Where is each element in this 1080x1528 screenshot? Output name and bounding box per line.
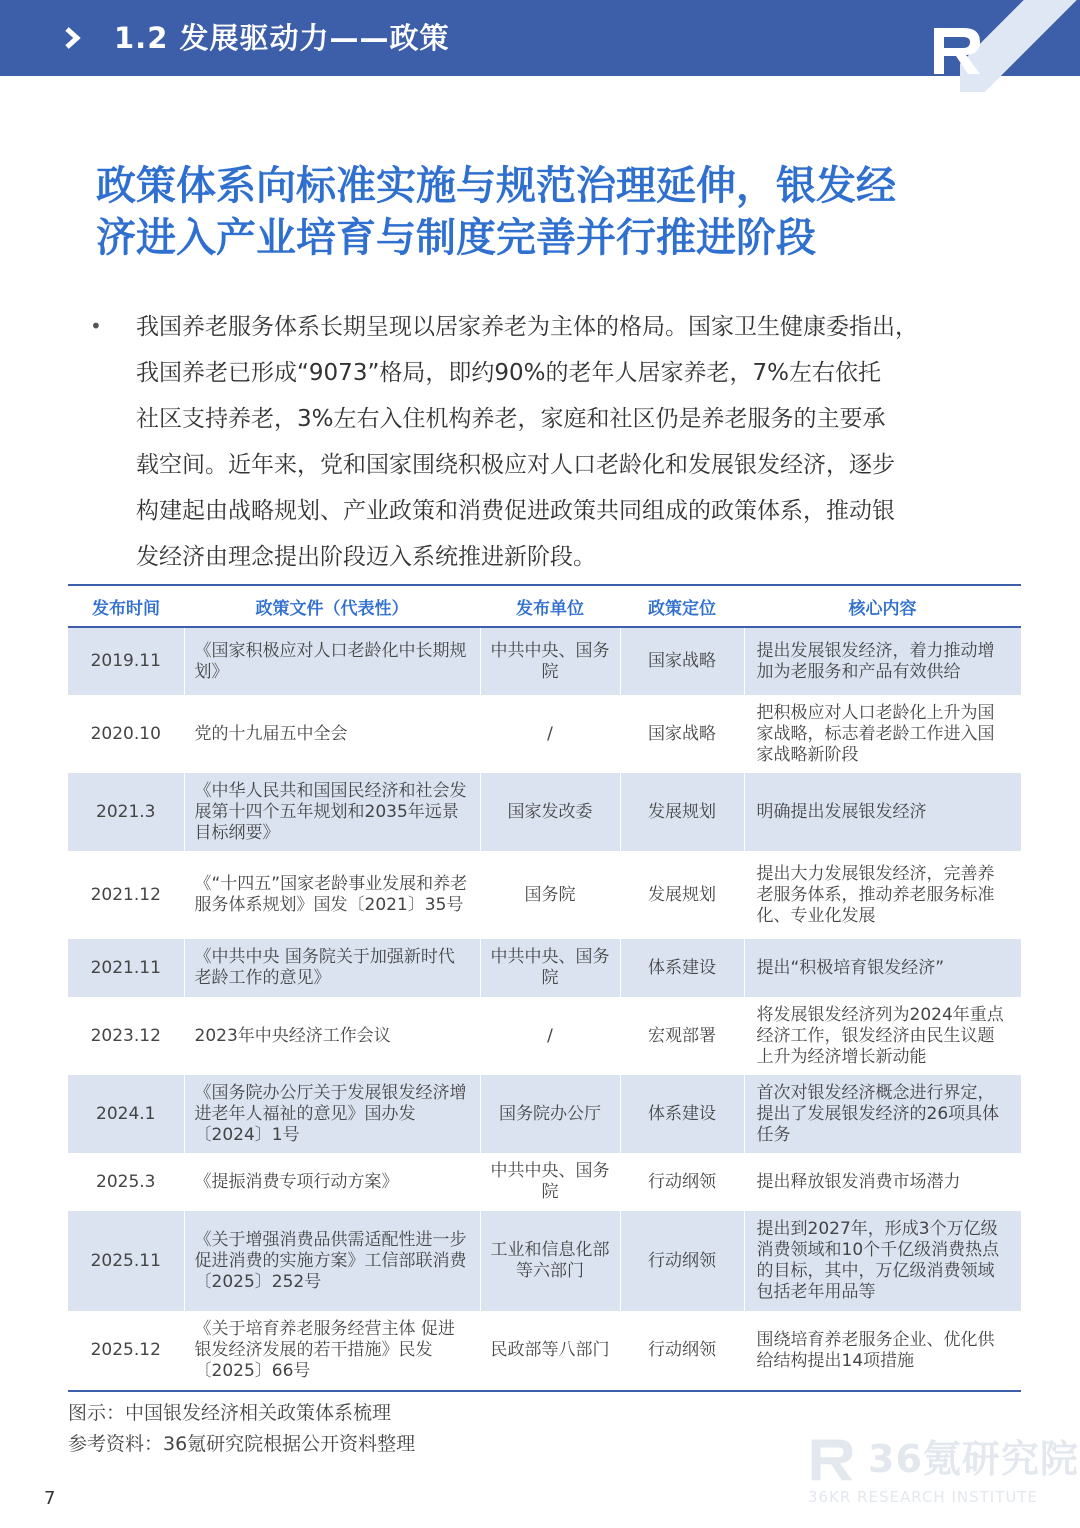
cell-date: 2020.10 [90,723,161,744]
cell-positioning: 国家战略 [620,627,744,695]
cell-core-content: 提出到2027年，形成3个万亿级消费领域和10个千亿级消费热点的目标，其中，万亿级消费领域包括老年用品等 [744,1211,1021,1311]
page-number: 7 [44,1488,56,1509]
cell-issuer: 国务院办公厅 [480,1075,620,1153]
chevron-right-icon [64,26,86,50]
cell-document: 《提振消费专项行动方案》 [184,1153,480,1211]
paragraph-line: 我国养老服务体系长期呈现以居家养老为主体的格局。国家卫生健康委指出， [136,314,918,340]
cell-date: 2023.12 [90,1025,161,1046]
section-title: 1.2 发展驱动力——政策 [114,21,450,55]
table-row [68,1075,1021,1153]
cell-issuer: 民政部等八部门 [480,1311,620,1391]
cell-issuer: 国务院 [480,851,620,939]
headline-line-1: 政策体系向标准实施与规范治理延伸，银发经 [96,163,896,209]
cell-date: 2021.3 [68,773,184,851]
cell-issuer: 中共中央、国务院 [480,1153,620,1211]
table-row [68,773,1021,851]
cell-issuer: / [480,695,620,773]
headline [96,160,996,264]
cell-issuer: 中共中央、国务院 [480,939,620,997]
table-row [68,1211,1021,1311]
figure-caption [68,1398,415,1460]
cell-positioning: 体系建设 [620,939,744,997]
paragraph-line: 我国养老已形成“9073”格局，即约90%的老年人居家养老，7%左右依托 [136,360,881,386]
paragraph-line: 构建起由战略规划、产业政策和消费促进政策共同组成的政策体系，推动银 [136,498,895,524]
cell-core-content: 提出发展银发经济，着力推动增加为老服务和产品有效供给 [744,627,1021,695]
paragraph-line: 载空间。近年来，党和国家围绕积极应对人口老龄化和发展银发经济，逐步 [136,452,895,478]
cell-date: 2025.11 [68,1211,184,1311]
body-paragraph [136,304,1006,580]
cell-date: 2025.12 [68,1311,184,1391]
cell-positioning: 国家战略 [620,695,744,773]
cell-document: 《关于增强消费品供需适配性进一步促进消费的实施方案》工信部联消费〔2025〕252号 [184,1211,480,1311]
cell-issuer: 工业和信息化部等六部门 [480,1211,620,1311]
cell-document: 《“十四五”国家老龄事业发展和养老服务体系规划》国发〔2021〕35号 [184,851,480,939]
cell-positioning: 发展规划 [620,851,744,939]
watermark-name: 36氪研究院 [868,1437,1079,1481]
cell-issuer: / [480,997,620,1075]
table-row [68,1153,1021,1211]
paragraph-line: 社区支持养老，3%左右入住机构养老，家庭和社区仍是养老服务的主要承 [136,406,886,432]
bullet-mark: • [90,314,102,338]
cell-document: 《国家积极应对人口老龄化中长期规划》 [184,627,480,695]
cell-positioning: 行动纲领 [620,1211,744,1311]
cell-positioning: 行动纲领 [620,1311,744,1391]
cell-core-content: 提出大力发展银发经济，完善养老服务体系，推动养老服务标准化、专业化发展 [744,851,1021,939]
cell-date: 2019.11 [68,627,184,695]
brand-logo-icon [930,24,984,76]
caption-source: 参考资料：36氪研究院根据公开资料整理 [68,1433,416,1455]
cell-date: 2021.11 [68,939,184,997]
cell-date: 2021.12 [90,884,161,905]
cell-positioning: 宏观部署 [620,997,744,1075]
policy-table [68,584,1021,1392]
cell-document: 2023年中央经济工作会议 [184,997,480,1075]
column-header-positioning: 政策定位 [620,585,744,627]
column-header-date: 发布时间 [68,585,184,627]
cell-core-content: 提出释放银发消费市场潜力 [744,1153,1021,1211]
cell-core-content: 明确提出发展银发经济 [744,773,1021,851]
watermark-logo-icon [806,1436,858,1482]
watermark-subtitle: 36KR RESEARCH INSTITUTE [808,1488,1039,1506]
table-header-row [68,585,1021,627]
table-row [68,627,1021,695]
cell-document: 《中华人民共和国国民经济和社会发展第十四个五年规划和2035年远景目标纲要》 [184,773,480,851]
cell-positioning: 发展规划 [620,773,744,851]
cell-positioning: 体系建设 [620,1075,744,1153]
cell-issuer: 国家发改委 [480,773,620,851]
cell-document: 党的十九届五中全会 [184,695,480,773]
table-row [68,1311,1021,1391]
table-row [68,997,1021,1075]
cell-issuer: 中共中央、国务院 [480,627,620,695]
cell-date: 2024.1 [68,1075,184,1153]
cell-document: 《国务院办公厅关于发展银发经济增进老年人福祉的意见》国办发〔2024〕1号 [184,1075,480,1153]
table-row [68,939,1021,997]
paragraph-line: 发经济由理念提出阶段迈入系统推进新阶段。 [136,544,596,570]
cell-positioning: 行动纲领 [620,1153,744,1211]
cell-core-content: 提出“积极培育银发经济” [744,939,1021,997]
cell-core-content: 围绕培育养老服务企业、优化供给结构提出14项措施 [744,1311,1021,1391]
column-header-issuer: 发布单位 [480,585,620,627]
cell-core-content: 把积极应对人口老龄化上升为国家战略，标志着老龄工作进入国家战略新阶段 [744,695,1021,773]
cell-date: 2025.3 [96,1171,156,1192]
cell-core-content: 将发展银发经济列为2024年重点经济工作，银发经济由民生议题上升为经济增长新动能 [744,997,1021,1075]
column-header-document: 政策文件（代表性） [184,585,480,627]
table-row [68,695,1021,773]
caption-figure: 图示：中国银发经济相关政策体系梳理 [68,1402,392,1424]
headline-line-2: 济进入产业培育与制度完善并行推进阶段 [96,215,816,261]
cell-core-content: 首次对银发经济概念进行界定，提出了发展银发经济的26项具体任务 [744,1075,1021,1153]
cell-document: 《中共中央 国务院关于加强新时代老龄工作的意见》 [184,939,480,997]
cell-document: 《关于培育养老服务经营主体 促进银发经济发展的若干措施》民发〔2025〕66号 [184,1311,480,1391]
column-header-core-content: 核心内容 [744,585,1021,627]
table-row [68,851,1021,939]
